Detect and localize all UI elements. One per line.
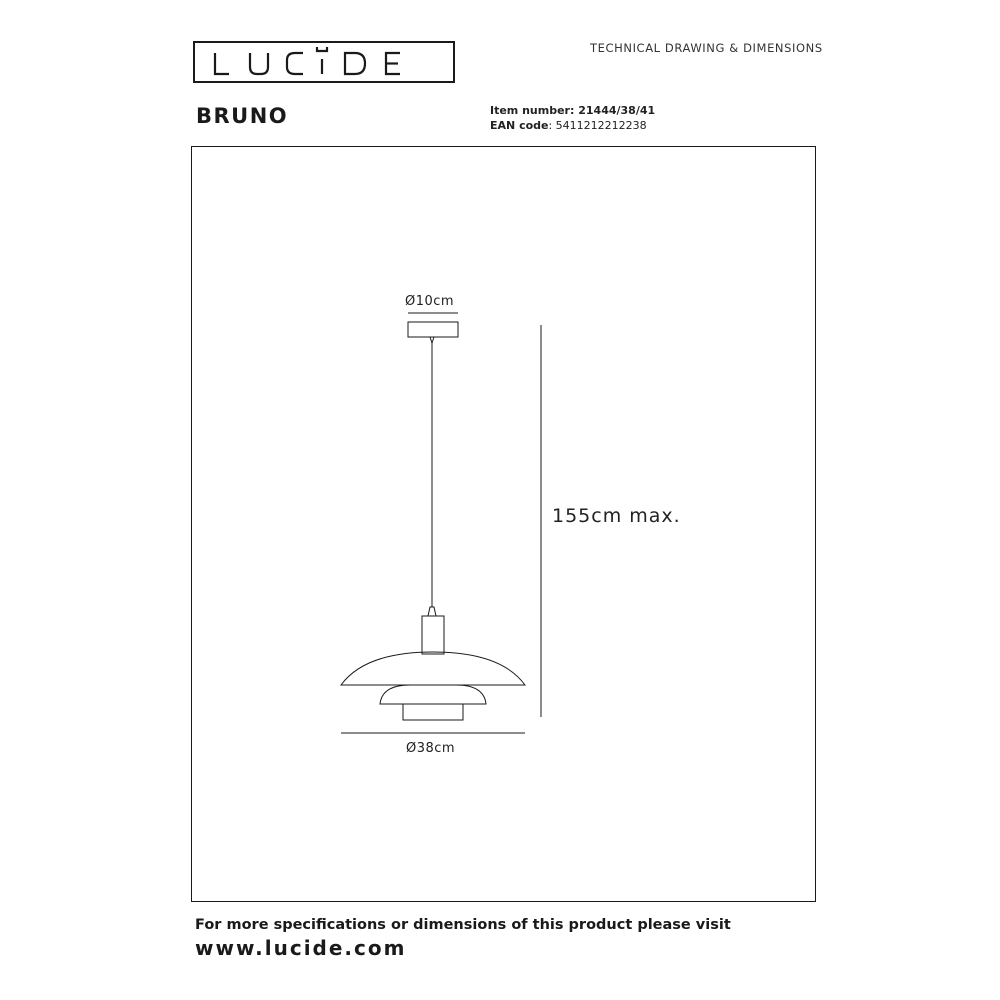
item-number-value: : 21444/38/41: [570, 104, 656, 117]
cable-connector: [428, 607, 436, 616]
footer-url-link[interactable]: www.lucide.com: [195, 936, 407, 960]
footer-note: For more specifications or dimensions of this product please visit: [195, 917, 731, 933]
canopy-diameter-label: Ø10cm: [405, 294, 455, 309]
shade-diameter-label: Ø38cm: [406, 741, 456, 756]
suspension-cable: [430, 337, 432, 607]
lamp-socket: [422, 616, 444, 654]
bottom-shade: [403, 704, 463, 720]
ean-code-label: EAN code: [490, 119, 549, 132]
top-shade: [341, 652, 525, 685]
product-name: BRUNO: [196, 104, 289, 128]
item-number-label: Item number: [490, 104, 570, 117]
ceiling-canopy: [408, 322, 458, 337]
ean-code-value: : 5411212212238: [548, 119, 647, 132]
middle-shade: [380, 685, 486, 704]
document-title: TECHNICAL DRAWING & DIMENSIONS: [590, 41, 823, 55]
height-label: 155cm max.: [552, 505, 681, 527]
